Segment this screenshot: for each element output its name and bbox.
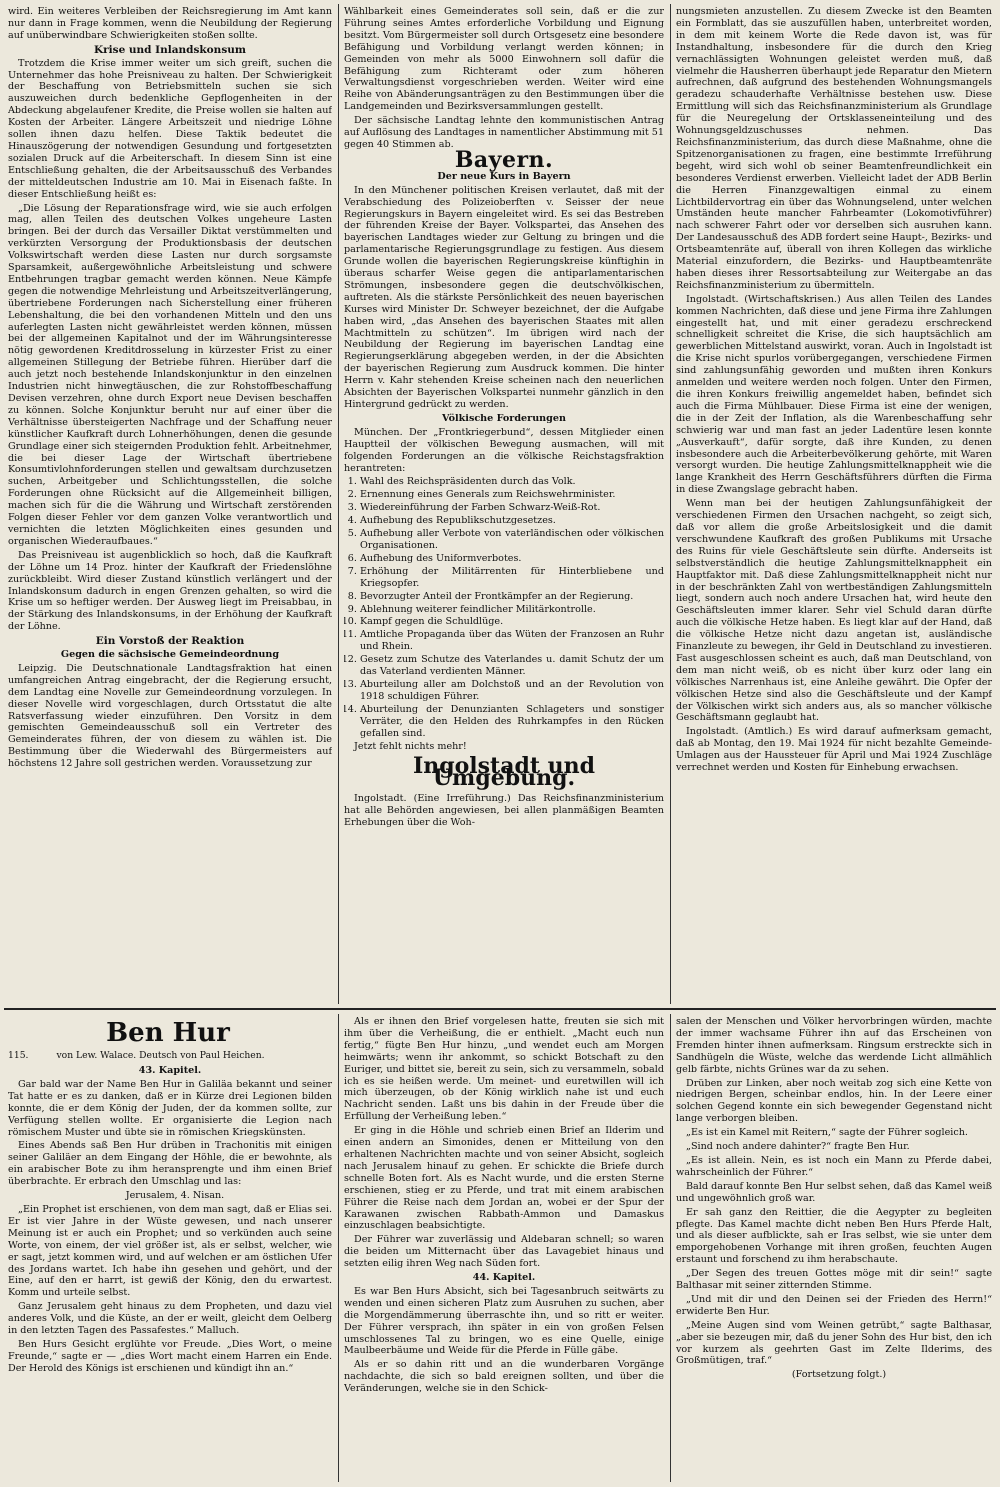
column-rule [670,4,671,1004]
serial-column-3 [676,1016,992,1484]
paragraph: Wenn man bei der heutigen Zahlungsunfähigkeit der verschiedenen Firmen den Ursachen nachgeht, so zeigt sich, daß vor allem die große Arbeitslosigkeit und die damit verschwundene Kaufkraft des großen Publikums mit Ursache des Ruins für viele Geschäftsleute sein dürfte. Anderseits ist selbstverständlich die heutige Zahlungsmittelknappheit ein Hauptfaktor mit. Daß diese Zahlungsmittelknappheit nicht nur in der beschränkten Zahl von wertbeständigen Zahlungsmitteln liegt, sondern auch noch andere Ursachen hat, wird heute den Geschäftsleuten immer klarer. Sehr viel Schuld daran dürfte auch die völkische Hetze haben. Es liegt klar auf der Hand, daß die völkische Hetze nicht dazu angetan ist, ausländische Finanzleute zu bewegen, ihr Geld in Deutschland zu investieren. Fast ausgeschlossen scheint es auch, daß man Deutschland, von dem man nicht weiß, ob es nicht über kurz oder lang ein völkisches Narrenhaus ist, eine Anleihe gewährt. Die Opfer der völkischen Hetze sind also die Geschäftsleute und der Kampf der Völkischen wirkt sich anders aus, als so mancher völkische Geschäftsmann geglaubt hat. [676,498,992,724]
paragraph: Der Führer war zuverlässig und Aldebaran schnell; so waren die beiden um Mitternacht über das Lavagebiet hinaus und setzten eilig ihren Weg nach Süden fort. [344,1234,664,1270]
paragraph: Ingolstadt. (Amtlich.) Es wird darauf aufmerksam gemacht, daß ab Montag, den 19. Mai 1924 für nicht bezahlte Gemeinde-Umlagen aus der Haussteuer für April und Mai 1924 Zuschläge verrechnet werden und Kosten für Einhebung erwachsen. [676,726,992,774]
list-item: 11. Amtliche Propaganda über das Wüten der Franzosen an Ruhr und Rhein. [360,629,664,653]
paragraph: Gar bald war der Name Ben Hur in Galiläa bekannt und seiner Tat hatte er es zu danken, daß er in Kürze drei Legionen bilden konnte, die er dem König der Juden, der da kommen sollte, zur Verfügung stellen wollte. Er organisierte die Legion nach römischem Muster und übte sie in römischen Kriegskünsten. [8,1078,332,1138]
paragraph: Der sächsische Landtag lehnte den kommunistischen Antrag auf Auflösung des Landtages in namentlicher Abstimmung mit 51 gegen 40 Stimmen ab. [344,115,664,150]
paragraph: „Meine Augen sind vom Weinen getrübt,“ sagte Balthasar, „aber sie bezeugen mir, daß du jener Sohn des Hur bist, den ich vor kurzem als geehrten Gast im Zelte Ilderims, des Großmütigen, traf.“ [676,1319,992,1367]
serial-column-1 [8,1064,332,1484]
paragraph: Das Preisniveau ist augenblicklich so hoch, daß die Kaufkraft der Löhne um 14 Proz. hinter der Kaufkraft der Friedenslöhne zurückbleibt. Wird dieser Zustand künstlich verlängert und der Inlandskonsum dadurch in engen Grenzen gehalten, so wird die Krise um so heftiger werden. Der Ausweg liegt im Preisabbau, in der Stärkung des Inlandskonsums, in der Erhöhung der Kaufkraft der Löhne. [8,549,332,633]
list-item: 2. Ernennung eines Generals zum Reichswehrminister. [360,489,664,501]
paragraph: Ingolstadt. (Wirtschaftskrisen.) Aus allen Teilen des Landes kommen Nachrichten, daß diese und jene Firma ihre Zahlungen eingestellt hat, und mit einer geradezu erschreckend schnelligkeit schreitet die Krise, die sich hauptsächlich am gewerblichen Mittelstand auswirkt, voran. Auch in Ingolstadt ist die Krise nicht spurlos vorübergegangen, verschiedene Firmen sind zahlungsunfähig geworden und mußten ihren Konkurs anmelden und weitere werden noch folgen. Unter den Firmen, die ihren Konkurs freiwillig angemeldet haben, befindet sich auch die Firma Mühlbauer. Diese Firma ist eine der wenigen, die in der Zeit der Inflation, als die Warenbeschaffung sehr schwierig war und man fast an jeder Ladentüre lesen konnte „Ausverkauft“, dafür sorgte, daß ihre Kunden, zu denen insbesondere auch die Arbeiterbevölkerung gehörte, mit Waren versorgt wurden. Die heutige Zahlungsmittelknappheit wie die lange Krankheit des Herrn Geschäftsführers dürften die Firma in diese Zwangslage gebracht haben. [676,293,992,496]
paragraph: Er sah ganz den Reittier, die die Aegypter zu begleiten pflegte. Das Kamel machte dicht neben Ben Hurs Pferde Halt, und als dieser aufblickte, sah er Iras selbst, wie sie unter dem emporgehobenen Vorhange mit ihren großen, feuchten Augen erstaunt und forschend zu ihm herabschaute. [676,1206,992,1266]
paragraph: „Es ist ein Kamel mit Reitern,“ sagte der Führer sogleich. [686,1127,968,1139]
paragraph: „Sind noch andere dahinter?“ fragte Ben Hur. [686,1141,910,1153]
serial-column-2 [344,1016,664,1484]
serial-number: 115. [8,1050,29,1061]
chapter-heading: 43. Kapitel. [138,1065,202,1076]
chapter-heading: 44. Kapitel. [472,1272,536,1284]
serial-header [8,1018,328,1061]
paragraph: Ben Hurs Gesicht erglühte vor Freude. „Dies Wort, o meine Freunde,“ sagte er — „dies Wort macht einem Harren ein Ende. Der Herold des Königs ist erschienen und kündigt ihn an.“ [8,1338,332,1374]
paragraph: „Es ist allein. Nein, es ist noch ein Mann zu Pferde dabei, wahrscheinlich der Führer.“ [676,1154,992,1178]
headline-krise: Krise und Inlandskonsum [94,43,246,56]
continuation-note: (Fortsetzung folgt.) [791,1369,887,1381]
list-item: 1. Wahl des Reichspräsidenten durch das Volk. [360,476,664,488]
headline-bayern: Bayern. [454,146,554,173]
paragraph: Ingolstadt. (Eine Irreführung.) Das Reichsfinanzministerium hat alle Behörden angewiesen, bei allen planmäßigen Beamten Erhebungen über die Woh- [344,793,664,828]
article-column-2 [344,6,664,1004]
paragraph: salen der Menschen und Völker hervorbringen würden, machte der immer wachsame Führer ihn auf das Erscheinen von Fremden hinter ihnen aufmerksam. Ringsum erstreckte sich in Sandhügeln die Wüste, welche das werdende Licht allmählich gelb färbte, nichts Grünes war da zu sehen. [676,1016,992,1075]
list-item: 9. Ablehnung weiterer feindlicher Militärkontrolle. [360,604,664,616]
paragraph: Jetzt fehlt nichts mehr! [354,741,467,753]
paragraph: In den Münchener politischen Kreisen verlautet, daß mit der Verabschiedung des Polizeioberften v. Seisser der neue Regierungskurs in Bayern eingeleitet wird. Es sei das Bestreben der führenden Kreise der Bayer. Volkspartei, das Ansehen des bayerischen Landtages wieder zur Geltung zu bringen und die parlamentarische Regierungsgrundlage zu festigen. Aus diesem Grunde wollen die bayerischen Regierungskreise künftighin in überaus scharfer Weise gegen die antiparlamentarischen Strömungen, insbesondere gegen die deutschvölkischen, auftreten. Als die stärkste Persönlichkeit des neuen bayerischen Kurses wird Minister Dr. Schweyer bezeichnet, der die Aufgabe haben wird, „das Ansehen des bayerischen Staates mit allen Machtmitteln zu schützen“. Im übrigen wird nach der Neubildung der Regierung im bayerischen Landtag eine Regierungserklärung abgegeben werden, in der die Absichten der bayerischen Regierung zum Ausdruck kommen. Die hinter Herrn v. Kahr stehenden Kreise scheinen nach den neuerlichen Absichten der Bayerischen Volkspartei nunmehr gänzlich in den Hintergrund gedrückt zu werden. [344,184,664,410]
headline-vorstoss: Ein Vorstoß der Reaktion [95,635,245,648]
list-item: 10. Kampf gegen die Schuldlüge. [360,616,664,628]
subheadline: Der neue Kurs in Bayern [437,170,571,182]
list-item: 5. Aufhebung aller Verbote von vaterländischen oder völkischen Organisationen. [360,528,664,552]
demands-list [344,476,664,739]
list-item: 12. Gesetz zum Schutze des Vaterlandes u. damit Schutz der um das Vaterland verdienten Männer. [360,654,664,678]
serial-meta [8,1050,328,1061]
paragraph: Trotzdem die Krise immer weiter um sich greift, suchen die Unternehmer das hohe Preisniveau zu halten. Der Schwierigkeit der Beschaffung von Betriebsmitteln suchen sie sich auszuweichen durch bedenkliche Gepflogenheiten in der Abdeckung abgelaufener Kredite, die Preise wollen sie halten auf Kosten der Arbeiter. Längere Arbeitszeit und niedrige Löhne sollen ihnen dazu helfen. Diese Taktik bedeutet die Hinauszögerung der notwendigen Gesundung und fortgesetzten sozialen Druck auf die Arbeiterschaft. In diesem Sinn ist eine Entschließung gehalten, die der Arbeitsausschuß des Verbandes der mitteldeutschen Industrie am 10. Mai in Eisenach faßte. In dieser Entschließung heißt es: [8,57,332,200]
article-column-1 [8,6,332,1004]
paragraph: Ganz Jerusalem geht hinaus zu dem Propheten, und dazu viel anderes Volk, und die Küste, an der er weilt, gleicht dem Oelberg in den letzten Tagen des Passafestes.“ Malluch. [8,1301,332,1337]
paragraph: „Der Segen des treuen Gottes möge mit dir sein!“ sagte Balthasar mit seiner zitternden Stimme. [676,1268,992,1292]
paragraph: „Ein Prophet ist erschienen, von dem man sagt, daß er Elias sei. Er ist vier Jahre in der Wüste gewesen, und nach unserer Meinung ist er auch ein Prophet; und so verkünden auch seine Worte, von einem, der viel größer ist, als er selbst, welcher, wie er sagt, jetzt kommen wird, und auf welchen er am östlichen Ufer des Jordans wartet. Ich habe ihn gesehen und gehört, und der Eine, auf den er harrt, ist gewiß der König, den du erwartest. Komm und urteile selbst. [8,1203,332,1299]
paragraph: Drüben zur Linken, aber noch weitab zog sich eine Kette von niedrigen Bergen, scheinbar endlos, hin. In der Leere einer solchen Gegend konnte ein sich bewegender Gegenstand nicht lange verborgen bleiben. [676,1077,992,1125]
article-column-3 [676,6,992,1004]
paragraph: Es war Ben Hurs Absicht, sich bei Tagesanbruch seitwärts zu wenden und einen sicheren Platz zum Ausruhen zu suchen, aber die Morgendämmerung überraschte ihn, und so ritt er weiter. Der Führer versprach, ihn später in ein von großen Felsen umschlossenes Tal zu bringen, wo es eine Quelle, einige Maulbeerbäume und Weide für die Pferde in Fülle gäbe. [344,1285,664,1357]
paragraph: Wählbarkeit eines Gemeinderates soll sein, daß er die zur Führung seines Amtes erforderliche Vorbildung und Eignung besitzt. Vom Bürgermeister soll durch Ortsgesetz eine besondere Befähigung und Vorbildung verlangt werden können; in Gemeinden von mehr als 5000 Einwohnern soll dafür die Befähigung zum Richteramt oder zum höheren Verwaltungsdienst vorgeschrieben werden. Weiter wird eine Reihe von Abänderungsanträgen zu den Bestimmungen über die Landgemeinden und Bezirksversammlungen gestellt. [344,6,664,113]
list-item: 8. Bevorzugter Anteil der Frontkämpfer an der Regierung. [360,591,664,603]
list-item: 7. Erhöhung der Militärrenten für Hinterbliebene und Kriegsopfer. [360,566,664,590]
column-rule [338,1014,339,1482]
letter-dateline: Jerusalem, 4. Nisan. [125,1190,225,1202]
list-item: 4. Aufhebung des Republikschutzgesetzes. [360,515,664,527]
paragraph: „Die Lösung der Reparationsfrage wird, wie sie auch erfolgen mag, allen Teilen des deutschen Volkes ungeheure Lasten bringen. Bei der durch das Versailler Diktat verstümmelten und verkürzten Versorgung der Produktionsbasis der deutschen Volkswirtschaft werden diese Lasten nur durch sorgsamste Sparsamkeit, außergewöhnliche Arbeitsleistung und schwere Entbehrungen tragbar gemacht werden können. Neue Kämpfe gegen die notwendige Mehrleistung und Arbeitszeitverlängerung, übertriebene Forderungen nach Sicherstellung einer früheren Lebenshaltung, die bei den vorhandenen Mitteln und den uns auferlegten Lasten nicht gewährleistet werden können, müssen bei der allgemeinen Kapitalnot und der im Währungsinteresse nötig gewordenen Kreditdrosselung in kürzester Frist zu einer allgemeinen Stillegung der Betriebe führen. Hierüber darf die auch jetzt noch bestehende Inlandskonjunktur in den einzelnen Industrien nicht hinwegtäuschen, die zur Rohstoffbeschaffung Devisen verzehren, ohne durch Export neue Devisen beschaffen zu können. Solche Konjunktur beruht nur auf einer über die Verhältnisse übersteigerten Nachfrage und der Schaffung neuer künstlicher Kaufkraft durch Lohnerhöhungen, denen die gesunde Grundlage einer sich steigernden Produktion fehlt. Arbeitnehmer, die bei dieser Lage der Wirtschaft übertriebene Konsumtivlohnforderungen stellen und gewaltsam durchzusetzen suchen, Arbeitgeber und Schlichtungsstellen, die solche Forderungen ohne Rücksicht auf die Allgemeinheit billigen, machen sich für die die Währung und Wirtschaft zerstörenden Folgen dieser Fehler vor dem ganzen Volke verantwortlich und vernichten die letzten Möglichkeiten eines gesunden und organischen Wiederaufbaues.“ [8,202,332,547]
paragraph: Leipzig. Die Deutschnationale Landtagsfraktion hat einen umfangreichen Antrag eingebracht, der die Regierung ersucht, dem Landtag eine Novelle zur Gemeindeordnung vorzulegen. In dieser Novelle wird vorgeschlagen, durch Ortsstatut die alte Ratsverfassung wieder einzuführen. Den Vorsitz in dem gemischten Gemeindeausschuß soll ein Vertreter des Gemeinderates führen, der von diesem zu wählen ist. Die Bestimmung über die Wiederwahl des Bürgermeisters auf höchstens 12 Jahre soll gestrichen werden. Voraussetzung zur [8,662,332,770]
list-item: 14. Aburteilung der Denunzianten Schlageters und sonstiger Verräter, die den Helden des Ruhrkampfes in den Rücken gefallen sind. [360,704,664,740]
serial-byline: von Lew. Walace. Deutsch von Paul Heichen. [56,1050,265,1061]
column-rule [670,1014,671,1482]
paragraph: Eines Abends saß Ben Hur drüben in Trachonitis mit einigen seiner Galiläer an dem Eingang der Höhle, die er bewohnte, als ein arabischer Bote zu ihm heransprengte und ihm einen Brief überbrachte. Er erbrach den Umschlag und las: [8,1140,332,1188]
paragraph: nungsmieten anzustellen. Zu diesem Zwecke ist den Beamten ein Formblatt, das sie auszufüllen haben, unterbreitet worden, in dem mit keinem Worte die Rede davon ist, was für Instandhaltung, insbesondere für die durch den Krieg vernachlässigten Wohnungen geleistet werden muß, daß vielmehr die Hausherren überhaupt jede Reparatur den Mietern aufrechnen, daß aufgrund des bestehenden Wohnungsmangels geradezu schauderhafte Verhältnisse bestehen usw. Diese Ermittlung will sich das Reichsfinanzministerium als Grundlage für die Neuregelung der Ortsklasseneinteilung und des Wohnungsgeldzuschusses nehmen. Das Reichsfinanzministerium, das durch diese Maßnahme, ohne die Spitzenorganisationen zu fragen, eine bestimmte Irreführung begeht, wird sich wohl ob seiner Beamtenfreundlichkeit ein besonderes Verdienst erwerben. Vielleicht ladet der ADB Berlin die Herren Finanzgewaltigen einmal zu einem Lichtbildervortrag ein über das Wohnungselend, unter welchen Umständen heute mancher Fahrbeamter (Lokomotivführer) nach schwerer Fahrt oder vor derselben sich ausruhen kann. Der Landesausschuß des ADB fordert seine Haupt-, Bezirks- und Ortsbeamtenräte auf, überall von ihren Kollegen das wirkliche Material einzufordern, die Bezirks- und Hauptbeamtenräte haben dieses ihrer Ressortsabteilung zur Weitergabe an das Reichsfinanzministerium zu übermitteln. [676,6,992,291]
paragraph: Bald darauf konnte Ben Hur selbst sehen, daß das Kamel weiß und ungewöhnlich groß war. [676,1180,992,1204]
list-item: 6. Aufhebung des Uniformverbotes. [360,553,664,565]
headline-ingolstadt: Ingolstadt und Umgebung. [412,753,596,792]
paragraph: Er ging in die Höhle und schrieb einen Brief an Ilderim und einen andern an Simonides, denen er Mitteilung von den erhaltenen Nachrichten machte und von seiner Absicht, sogleich nach Jerusalem hinauf zu gehen. Er schickte die Briefe durch schnelle Boten fort. Als es Nacht wurde, und die ersten Sterne erschienen, stieg er zu Pferde, und trat mit einem arabischen Führer die Reise nach dem Jordan an, wobei er der Spur der Karawanen zwischen Rabbath-Ammon und Damaskus einzuschlagen beabsichtigte. [344,1125,664,1232]
subheadline: Völkische Forderungen [442,412,566,424]
paragraph: „Und mit dir und den Deinen sei der Frieden des Herrn!“ erwiderte Ben Hur. [676,1293,992,1317]
paragraph: wird. Ein weiteres Verbleiben der Reichsregierung im Amt kann nur dann in Frage kommen, wenn die Neubildung der Regierung auf unüberwindbare Schwierigkeiten stoßen sollte. [8,6,332,41]
column-rule [338,4,339,1004]
serial-title: Ben Hur [106,1018,230,1048]
list-item: 3. Wiedereinführung der Farben Schwarz-Weiß-Rot. [360,502,664,514]
paragraph: München. Der „Frontkriegerbund“, dessen Mitglieder einen Hauptteil der völkischen Bewegung ausmachen, will mit folgenden Forderungen an die völkische Reichstagsfraktion herantreten: [344,426,664,474]
subheadline: Gegen die sächsische Gemeindeordnung [60,649,280,661]
list-item: 13. Aburteilung aller am Dolchstoß und an der Revolution von 1918 schuldigen Führer. [360,679,664,703]
section-divider [4,1008,996,1010]
paragraph: Als er ihnen den Brief vorgelesen hatte, freuten sie sich mit ihm über die Verheißung, die er enthielt. „Macht euch nun fertig,“ fügte Ben Hur hinzu, „und wendet euch am Morgen heimwärts; wenn ihr ankommt, so schickt Botschaft zu den Euriger, und bittet sie, bereit zu sein, sich zu versammeln, sobald ich es sie heißen werde. Um meinet- und euretwillen will ich mich überzeugen, ob der König wirklich nahe ist und euch Nachricht senden. Laßt uns bis dahin in der Freude über die Erfüllung der Verheißung leben.“ [344,1016,664,1123]
paragraph: Als er so dahin ritt und an die wunderbaren Vorgänge nachdachte, die sich so bald ereignen sollten, und über die Veränderungen, welche sie in den Schick- [344,1359,664,1395]
